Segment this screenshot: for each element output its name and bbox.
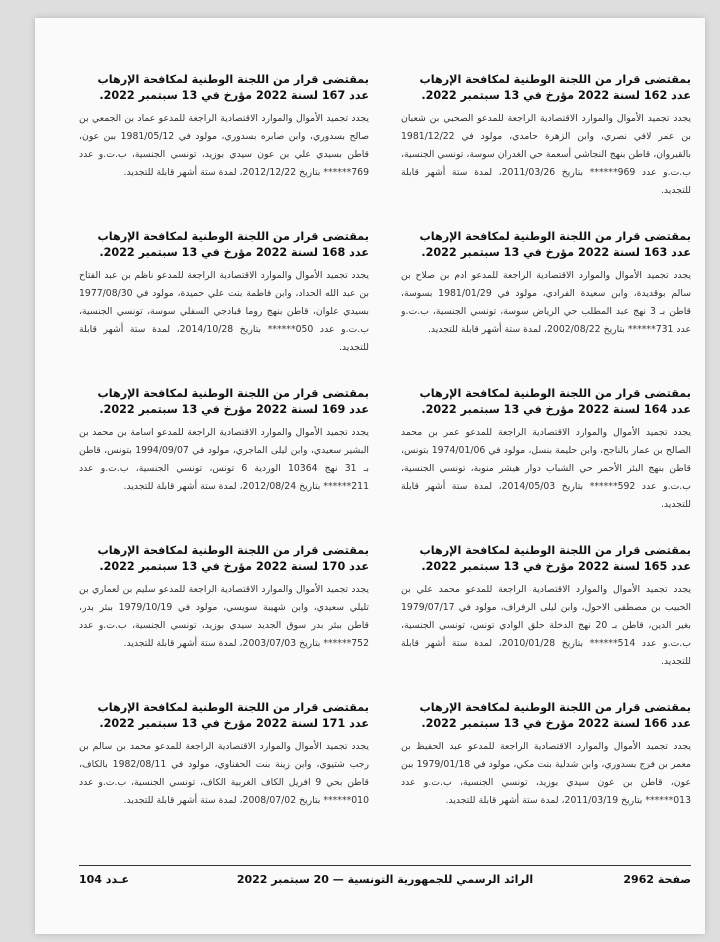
decision-text: يجدد تجميد الأموال والموارد الاقتصادية الراجعة للمدعو ناظم بن عبد الفتاح بن عبد الله الحداد، وابن فاطمة بنت علي حميدة، مولود في 1977/08/30 بسيدي علوان، قاطن بنهج روما قبادجي السفلي سوسة، تونسي الجنسية، ب.ت.و عدد 050****** بتاريخ 2014/10/28، لمدة ستة أشهر قابلة للتجديد.: [79, 270, 369, 353]
decision-heading: بمقتضى قرار من اللجنة الوطنية لمكافحة الإرهاب عدد 164 لسنة 2022 مؤرخ في 13 سبتمبر 2022.: [419, 387, 691, 416]
decision-entry: [79, 229, 369, 374]
decision-entry: [79, 72, 369, 217]
decision-entry: [79, 386, 369, 531]
decision-text: يجدد تجميد الأموال والموارد الاقتصادية الراجعة للمدعو الصحبي بن شعبان بن عمر لافي نصري، وابن الزهرة حامدي، مولود في 1981/12/22 بالقيروان، قاطن بنهج النجاشي أسعمة حي الغدران سوسة، تونسي الجنسية، ب.ت.و عدد 969****** بتاريخ 2011/03/26، لمدة ستة أشهر قابلة للتجديد.: [401, 113, 691, 196]
decision-entry: [401, 543, 691, 688]
decision-heading: بمقتضى قرار من اللجنة الوطنية لمكافحة الإرهاب عدد 165 لسنة 2022 مؤرخ في 13 سبتمبر 2022.: [419, 544, 691, 573]
decision-heading: بمقتضى قرار من اللجنة الوطنية لمكافحة الإرهاب عدد 171 لسنة 2022 مؤرخ في 13 سبتمبر 2022.: [97, 701, 369, 730]
decision-heading: بمقتضى قرار من اللجنة الوطنية لمكافحة الإرهاب عدد 168 لسنة 2022 مؤرخ في 13 سبتمبر 2022.: [97, 230, 369, 259]
decision-text: يجدد تجميد الأموال والموارد الاقتصادية الراجعة للمدعو ادم بن صلاح بن سالم بوقديدة، وابن سعيدة الفرادي، مولود في 1981/01/29 بسوسة، قاطن بـ 3 نهج عبد المطلب حي الرياض سوسة، تونسي الجنسية، ب.ت.و عدد 731****** بتاريخ 2002/08/22، لمدة ستة أشهر قابلة للتجديد.: [401, 270, 691, 335]
decision-heading: بمقتضى قرار من اللجنة الوطنية لمكافحة الإرهاب عدد 169 لسنة 2022 مؤرخ في 13 سبتمبر 2022.: [97, 387, 369, 416]
decision-heading: بمقتضى قرار من اللجنة الوطنية لمكافحة الإرهاب عدد 166 لسنة 2022 مؤرخ في 13 سبتمبر 2022.: [419, 701, 691, 730]
decision-text: يجدد تجميد الأموال والموارد الاقتصادية الراجعة للمدعو محمد علي بن الحبيب بن مصطفى الاحول، وابن ليلى الرفراف، مولود في 1979/07/17 بغير الدين، قاطن بـ 20 نهج الدخلة حلق الوادي تونس، تونسي الجنسية، ب.ت.و عدد 514****** بتاريخ 2010/01/28، لمدة ستة أشهر قابلة للتجديد.: [401, 584, 691, 667]
decision-heading: بمقتضى قرار من اللجنة الوطنية لمكافحة الإرهاب عدد 162 لسنة 2022 مؤرخ في 13 سبتمبر 2022.: [419, 73, 691, 102]
decision-entry: [401, 229, 691, 374]
left-column: [79, 72, 369, 857]
decision-heading: بمقتضى قرار من اللجنة الوطنية لمكافحة الإرهاب عدد 170 لسنة 2022 مؤرخ في 13 سبتمبر 2022.: [97, 544, 369, 573]
decision-text: يجدد تجميد الأموال والموارد الاقتصادية الراجعة للمدعو عماد بن الجمعي بن صالح بسدوري، وابن صابره بسدوري، مولود في 1981/05/12 ببن عون، قاطن بسيدي علي بن عون سيدي بوزيد، تونسي الجنسية، ب.ت.و عدد 769****** بتاريخ 2012/12/22، لمدة ستة أشهر قابلة للتجديد.: [79, 113, 369, 178]
decision-heading: بمقتضى قرار من اللجنة الوطنية لمكافحة الإرهاب عدد 163 لسنة 2022 مؤرخ في 13 سبتمبر 2022.: [419, 230, 691, 259]
right-column: [401, 72, 691, 857]
decision-entry: [401, 386, 691, 531]
issue-number: عـدد 104: [79, 873, 130, 886]
decision-text: يجدد تجميد الأموال والموارد الاقتصادية الراجعة للمدعو سليم بن لعماري بن تليلي سعيدي، وابن شهيبة سويسي، مولود في 1979/10/19 ببئر بدر، قاطن ببئر بدر سوق الجديد سيدي بوزيد، تونسي الجنسية، ب.ت.و عدد 752****** بتاريخ 2003/07/03، لمدة ستة أشهر قابلة للتجديد.: [79, 584, 369, 649]
journal-title: الرائد الرسمي للجمهورية التونسية — 20 سبتمبر 2022: [236, 873, 534, 886]
decision-entry: [79, 543, 369, 688]
decision-entry: [401, 700, 691, 845]
decision-text: يجدد تجميد الأموال والموارد الاقتصادية الراجعة للمدعو عمر بن محمد الصالح بن عمار بالناجح، وابن حليمة بنسل، مولود في 1974/01/06 بتونس، قاطن بنهج البئر الأحمر حي الشباب دوار هيشر منوبة، تونسي الجنسية، ب.ت.و عدد 592****** بتاريخ 2014/05/03، لمدة ستة أشهر قابلة للتجديد.: [401, 427, 691, 510]
decision-entry: [79, 700, 369, 845]
decision-text: يجدد تجميد الأموال والموارد الاقتصادية الراجعة للمدعو اسامة بن محمد بن البشير سعيدي، وابن ليلى الماجري، مولود في 1994/09/07 بتونس، قاطن بـ 31 نهج 10364 الوردية 6 تونس، تونسي الجنسية، ب.ت.و عدد 211****** بتاريخ 2012/08/24، لمدة ستة أشهر قابلة للتجديد.: [79, 427, 369, 492]
page-number: صفحة 2962: [623, 873, 691, 886]
document-page: [35, 18, 705, 934]
decision-heading: بمقتضى قرار من اللجنة الوطنية لمكافحة الإرهاب عدد 167 لسنة 2022 مؤرخ في 13 سبتمبر 2022.: [97, 73, 369, 102]
decisions-body: [79, 72, 691, 888]
decision-text: يجدد تجميد الأموال والموارد الاقتصادية الراجعة للمدعو محمد بن سالم بن رجب شتيوي، وابن زينة بنت الحفناوي، مولود في 1982/08/11 بالكاف، قاطن بحي 9 افريل الكاف الغربية الكاف، تونسي الجنسية، ب.ت.و عدد 010****** بتاريخ 2008/07/02، لمدة ستة أشهر قابلة للتجديد.: [79, 741, 369, 806]
decision-text: يجدد تجميد الأموال والموارد الاقتصادية الراجعة للمدعو عبد الحفيظ بن معمر بن فرج بسدوري، وابن شدلية بنت مكي، مولود في 1979/01/18 ببن عون، قاطن بن عون سيدي بوزيد، تونسي الجنسية، ب.ت.و عدد 013****** بتاريخ 2011/03/19، لمدة ستة أشهر قابلة للتجديد.: [401, 741, 691, 806]
decision-entry: [401, 72, 691, 217]
page-footer: [79, 865, 691, 886]
